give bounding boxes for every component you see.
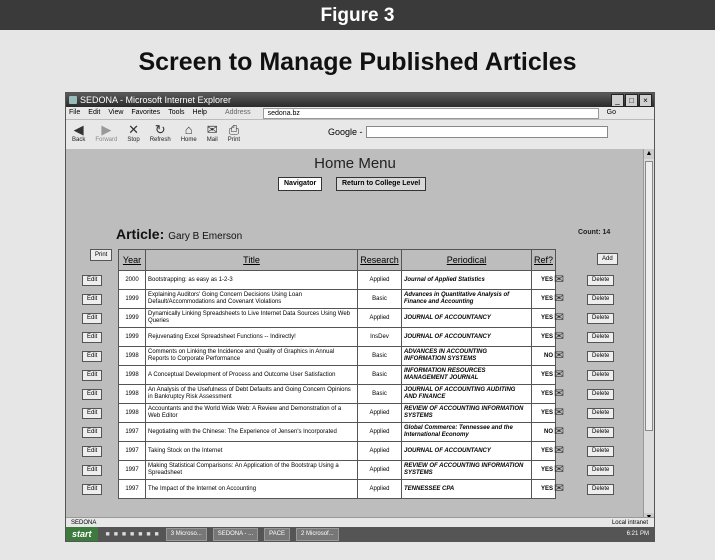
mail-envelope-icon[interactable]: ✉: [554, 291, 565, 305]
status-text: SEDONA: [71, 520, 97, 526]
edit-button[interactable]: Edit: [82, 275, 102, 286]
ie-icon: [69, 96, 77, 104]
delete-button[interactable]: Delete: [587, 465, 614, 476]
delete-button[interactable]: Delete: [587, 351, 614, 362]
table-row: [119, 328, 556, 347]
address-input[interactable]: sedona.bz: [263, 108, 599, 119]
refresh-button[interactable]: [150, 122, 171, 143]
cell-periodical: JOURNAL OF ACCOUNTING AUDITING AND FINANCE: [402, 385, 532, 404]
mail-envelope-icon[interactable]: ✉: [554, 481, 565, 495]
table-header-row: [119, 250, 556, 271]
scroll-up-icon[interactable]: ▲: [645, 150, 653, 157]
edit-button[interactable]: Edit: [82, 389, 102, 400]
cell-ref: NO: [532, 347, 556, 366]
cell-ref: NO: [532, 423, 556, 442]
menu-tools[interactable]: Tools: [168, 109, 185, 116]
cell-year: 1997: [119, 442, 146, 461]
cell-title: Accountants and the World Wide Web: A Review and Demonstration of a Web Editor: [146, 404, 358, 423]
cell-periodical: TENNESSEE CPA: [402, 480, 532, 499]
cell-ref: YES: [532, 271, 556, 290]
table-row: [119, 404, 556, 423]
cell-ref: YES: [532, 328, 556, 347]
cell-periodical: Advances in Quantitative Analysis of Finance and Accounting: [402, 290, 532, 309]
cell-periodical: INFORMATION RESOURCES MANAGEMENT JOURNAL: [402, 366, 532, 385]
toolbar: [66, 120, 654, 151]
task-button[interactable]: 3 Microso...: [166, 528, 207, 541]
mail-envelope-icon[interactable]: ✉: [554, 462, 565, 476]
cell-research: Applied: [358, 271, 402, 290]
page-title: Home Menu: [314, 155, 396, 172]
scroll-thumb[interactable]: [645, 161, 653, 431]
cell-title: Rejuvenating Excel Spreadsheet Functions -- Indirectly!: [146, 328, 358, 347]
cell-year: 1998: [119, 404, 146, 423]
cell-ref: YES: [532, 480, 556, 499]
edit-button[interactable]: Edit: [82, 370, 102, 381]
title-bar: [66, 93, 654, 107]
address-label: Address: [224, 109, 251, 116]
status-bar: [66, 517, 654, 527]
close-button[interactable]: ×: [639, 94, 652, 107]
back-label: Back: [72, 137, 86, 143]
figure-caption: Screen to Manage Published Articles: [138, 48, 577, 76]
edit-button[interactable]: Edit: [82, 408, 102, 419]
cell-periodical: JOURNAL OF ACCOUNTANCY: [402, 328, 532, 347]
cell-periodical: ADVANCES IN ACCOUNTING INFORMATION SYSTEMS: [402, 347, 532, 366]
mail-envelope-icon[interactable]: ✉: [554, 386, 565, 400]
cell-research: Applied: [358, 461, 402, 480]
mail-envelope-icon[interactable]: ✉: [554, 310, 565, 324]
cell-research: InsDev: [358, 328, 402, 347]
refresh-icon: ↻: [154, 122, 166, 137]
cell-year: 1998: [119, 347, 146, 366]
menu-edit[interactable]: Edit: [88, 109, 101, 116]
mail-envelope-icon[interactable]: ✉: [554, 405, 565, 419]
cell-research: Applied: [358, 404, 402, 423]
cell-ref: YES: [532, 442, 556, 461]
cell-periodical: JOURNAL OF ACCOUNTANCY: [402, 442, 532, 461]
stop-icon: ✕: [128, 122, 139, 137]
cell-year: 2000: [119, 271, 146, 290]
delete-button[interactable]: Delete: [587, 446, 614, 457]
edit-button[interactable]: Edit: [82, 446, 102, 457]
article-label: Article:: [116, 226, 165, 242]
mail-envelope-icon[interactable]: ✉: [554, 329, 565, 343]
stop-label: Stop: [127, 137, 140, 143]
menu-view[interactable]: View: [108, 109, 124, 116]
start-button[interactable]: start: [66, 527, 98, 541]
table-row: [119, 271, 556, 290]
cell-title: Making Statistical Comparisons: An Application of the Bootstrap Using a Spreadsheet: [146, 461, 358, 480]
task-button[interactable]: 2 Microsof...: [296, 528, 339, 541]
edit-button[interactable]: Edit: [82, 484, 102, 495]
article-heading: [116, 226, 242, 242]
cell-year: 1997: [119, 461, 146, 480]
cell-periodical: Journal of Applied Statistics: [402, 271, 532, 290]
quick-launch-icons[interactable]: ■ ■ ■ ■ ■ ■ ■: [105, 530, 160, 538]
menu-favorites[interactable]: Favorites: [131, 109, 161, 116]
cell-title: Dynamically Linking Spreadsheets to Live Internet Data Sources Using Web Queries: [146, 309, 358, 328]
cell-year: 1997: [119, 480, 146, 499]
cell-research: Applied: [358, 480, 402, 499]
window-title: SEDONA - Microsoft Internet Explorer: [80, 95, 232, 105]
table-row: [119, 347, 556, 366]
table-row: [119, 309, 556, 328]
author-name: Gary B Emerson: [168, 231, 243, 242]
back-arrow-icon: ◀: [73, 122, 84, 137]
add-button[interactable]: Add: [597, 253, 618, 265]
home-label: Home: [180, 137, 197, 143]
taskbar: [66, 527, 654, 541]
google-search-input[interactable]: [366, 126, 608, 138]
mail-envelope-icon[interactable]: ✉: [554, 367, 565, 381]
cell-title: An Analysis of the Usefulness of Debt Defaults and Going Concern Opinions in Bankruptcy Risk Assessment: [146, 385, 358, 404]
zone-text: Local intranet: [611, 520, 648, 526]
menu-bar: [66, 107, 654, 120]
col-research[interactable]: Research: [358, 250, 402, 271]
cell-research: Basic: [358, 366, 402, 385]
col-year[interactable]: Year: [119, 250, 146, 271]
cell-ref: YES: [532, 366, 556, 385]
cell-ref: YES: [532, 385, 556, 404]
task-button[interactable]: PACE: [264, 528, 290, 541]
edit-button[interactable]: Edit: [82, 332, 102, 343]
minimize-button[interactable]: _: [611, 94, 624, 107]
mail-envelope-icon[interactable]: ✉: [554, 348, 565, 362]
table-row: [119, 366, 556, 385]
table-row: [119, 423, 556, 442]
cell-research: Applied: [358, 423, 402, 442]
forward-arrow-icon: ▶: [101, 122, 112, 137]
table-row: [119, 480, 556, 499]
cell-year: 1999: [119, 328, 146, 347]
cell-research: Basic: [358, 290, 402, 309]
cell-title: Explaining Auditors' Going Concern Decisions Using Loan Default/Accommodations and Covenant Violations: [146, 290, 358, 309]
col-ref[interactable]: Ref?: [532, 250, 556, 271]
mail-label: Mail: [206, 137, 218, 143]
delete-button[interactable]: Delete: [587, 484, 614, 495]
clock: 6:21 PM: [626, 531, 649, 537]
return-college-button[interactable]: Return to College Level: [336, 177, 426, 191]
mail-button[interactable]: [207, 122, 218, 143]
maximize-button[interactable]: □: [625, 94, 638, 107]
cell-year: 1999: [119, 290, 146, 309]
mail-envelope-icon[interactable]: ✉: [554, 272, 565, 286]
cell-periodical: REVIEW OF ACCOUNTING INFORMATION SYSTEMS: [402, 461, 532, 480]
cell-research: Applied: [358, 309, 402, 328]
refresh-label: Refresh: [149, 137, 171, 143]
article-count: Count: 14: [578, 229, 611, 236]
cell-year: 1999: [119, 309, 146, 328]
delete-button[interactable]: Delete: [587, 389, 614, 400]
table-row: [119, 385, 556, 404]
cell-year: 1997: [119, 423, 146, 442]
cell-title: Negotiating with the Chinese: The Experience of Jensen's Incorporated: [146, 423, 358, 442]
printer-icon: ⎙: [228, 122, 240, 137]
delete-button[interactable]: Delete: [587, 427, 614, 438]
mail-icon: ✉: [206, 122, 218, 137]
cell-title: A Conceptual Development of Process and Outcome User Satisfaction: [146, 366, 358, 385]
table-row: [119, 290, 556, 309]
print-toolbar-button[interactable]: [228, 122, 240, 143]
stop-button[interactable]: [127, 122, 139, 143]
forward-button[interactable]: [95, 122, 117, 143]
navigator-button[interactable]: Navigator: [278, 177, 322, 191]
table-row: [119, 442, 556, 461]
forward-label: Forward: [95, 137, 118, 143]
cell-year: 1998: [119, 385, 146, 404]
cell-title: The Impact of the Internet on Accounting: [146, 480, 358, 499]
delete-button[interactable]: Delete: [587, 408, 614, 419]
edit-button[interactable]: Edit: [82, 313, 102, 324]
cell-ref: YES: [532, 404, 556, 423]
table-row: [119, 461, 556, 480]
cell-periodical: Global Commerce: Tennessee and the International Economy: [402, 423, 532, 442]
task-button[interactable]: SEDONA - ...: [213, 528, 258, 541]
mail-envelope-icon[interactable]: ✉: [554, 424, 565, 438]
edit-button[interactable]: Edit: [82, 351, 102, 362]
edit-button[interactable]: Edit: [82, 465, 102, 476]
delete-button[interactable]: Delete: [587, 275, 614, 286]
cell-title: Taking Stock on the Internet: [146, 442, 358, 461]
col-title[interactable]: Title: [146, 250, 358, 271]
menu-help[interactable]: Help: [192, 109, 207, 116]
go-button[interactable]: Go: [606, 109, 616, 116]
mail-envelope-icon[interactable]: ✉: [554, 443, 565, 457]
figure-number: Figure 3: [0, 0, 715, 30]
cell-title: Comments on Linking the Incidence and Quality of Graphics in Annual Reports to Corporate Performance: [146, 347, 358, 366]
menu-file[interactable]: File: [69, 109, 81, 116]
cell-title: Bootstrapping: as easy as 1-2-3: [146, 271, 358, 290]
cell-ref: YES: [532, 461, 556, 480]
home-button[interactable]: [181, 122, 197, 143]
google-label[interactable]: Google -: [328, 127, 363, 137]
edit-button[interactable]: Edit: [82, 427, 102, 438]
print-label: Print: [227, 137, 241, 143]
articles-table: [118, 249, 556, 499]
cell-ref: YES: [532, 290, 556, 309]
google-toolbar: [328, 126, 608, 138]
vertical-scrollbar[interactable]: [643, 149, 654, 523]
cell-research: Applied: [358, 442, 402, 461]
cell-year: 1998: [119, 366, 146, 385]
delete-button[interactable]: Delete: [587, 294, 614, 305]
home-icon: ⌂: [184, 122, 193, 137]
cell-research: Basic: [358, 347, 402, 366]
delete-button[interactable]: Delete: [587, 313, 614, 324]
print-button[interactable]: Print: [90, 249, 112, 261]
delete-button[interactable]: Delete: [587, 332, 614, 343]
edit-button[interactable]: Edit: [82, 294, 102, 305]
cell-research: Basic: [358, 385, 402, 404]
browser-window: [65, 92, 655, 542]
col-periodical[interactable]: Periodical: [402, 250, 532, 271]
cell-ref: YES: [532, 309, 556, 328]
delete-button[interactable]: Delete: [587, 370, 614, 381]
cell-periodical: JOURNAL OF ACCOUNTANCY: [402, 309, 532, 328]
cell-periodical: REVIEW OF ACCOUNTING INFORMATION SYSTEMS: [402, 404, 532, 423]
page-content: [66, 149, 644, 523]
back-button[interactable]: [72, 122, 85, 143]
